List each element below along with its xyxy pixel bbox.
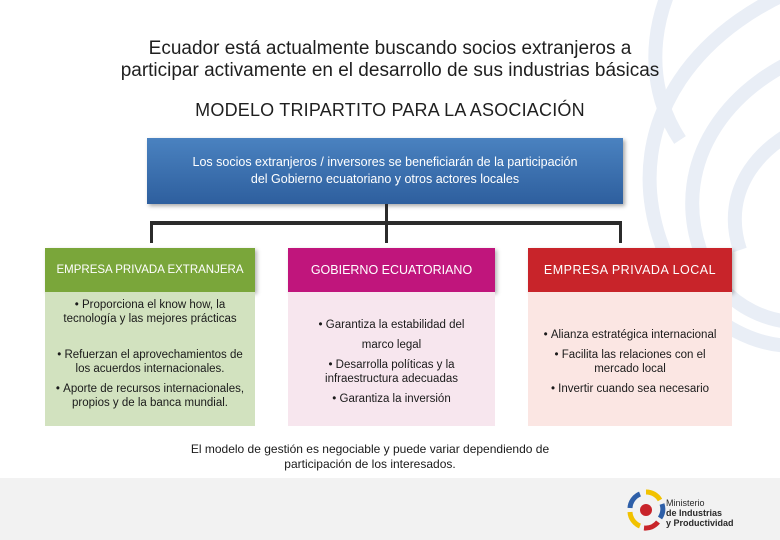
headline-socios: socios extranjeros <box>462 38 616 59</box>
connector-left <box>150 221 153 243</box>
logo-line2: de Industrias <box>666 508 723 518</box>
top-box-line2: del Gobierno ecuatoriano y otros actores locales <box>250 172 520 186</box>
header-gobierno: GOBIERNO ECUATORIANO <box>288 248 495 292</box>
list-item: • Alianza estratégica internacional <box>534 328 726 342</box>
top-box-line1: Los socios extranjeros / inversores se beneficiarán de la participación <box>192 155 578 169</box>
list-item: • Desarrolla políticas y la infraestructura adecuadas <box>294 358 489 386</box>
body-empresa-local <box>528 292 732 426</box>
list-item: • Proporciona el know how, la tecnología y las mejores prácticas <box>51 298 249 326</box>
list-item: • Invertir cuando sea necesario <box>534 382 726 396</box>
model-title: MODELO TRIPARTITO PARA LA ASOCIACIÓN <box>195 100 585 120</box>
list-item: • Facilita las relaciones con el mercado local <box>534 348 726 376</box>
headline-text: está actualmente buscando <box>219 38 463 59</box>
body-empresa-extranjera <box>45 292 255 426</box>
body-gobierno <box>288 292 495 426</box>
list-item: • Garantiza la estabilidad del <box>294 318 489 332</box>
footnote: El modelo de gestión es negociable y puede variar dependiendo de participación de los interesados. <box>190 442 550 471</box>
list-item-continued: marco legal <box>361 339 422 351</box>
logo-line3: y Productividad <box>666 518 734 528</box>
list-item: • Refuerzan el aprovechamientos de los acuerdos internacionales. <box>51 348 249 376</box>
header-empresa-extranjera: EMPRESA PRIVADA EXTRANJERA <box>45 248 255 292</box>
headline <box>20 38 760 82</box>
list-item: • Aporte de recursos internacionales, propios y de la banca mundial. <box>51 382 249 410</box>
connector-right <box>619 221 622 243</box>
ministry-logo-icon <box>626 486 666 534</box>
headline-ecuador: Ecuador <box>148 38 220 59</box>
top-summary-box <box>147 138 623 204</box>
headline-line2: participar activamente en el desarrollo de sus industrias básicas <box>120 60 660 81</box>
list-item: • Garantiza la inversión <box>294 392 489 406</box>
connector-stem <box>385 204 388 222</box>
header-empresa-local: EMPRESA PRIVADA LOCAL <box>528 248 732 292</box>
logo-line1: Ministerio <box>666 498 705 508</box>
connector-middle <box>385 221 388 243</box>
ministry-logo-text <box>666 498 734 528</box>
headline-text-end: a <box>615 38 632 59</box>
